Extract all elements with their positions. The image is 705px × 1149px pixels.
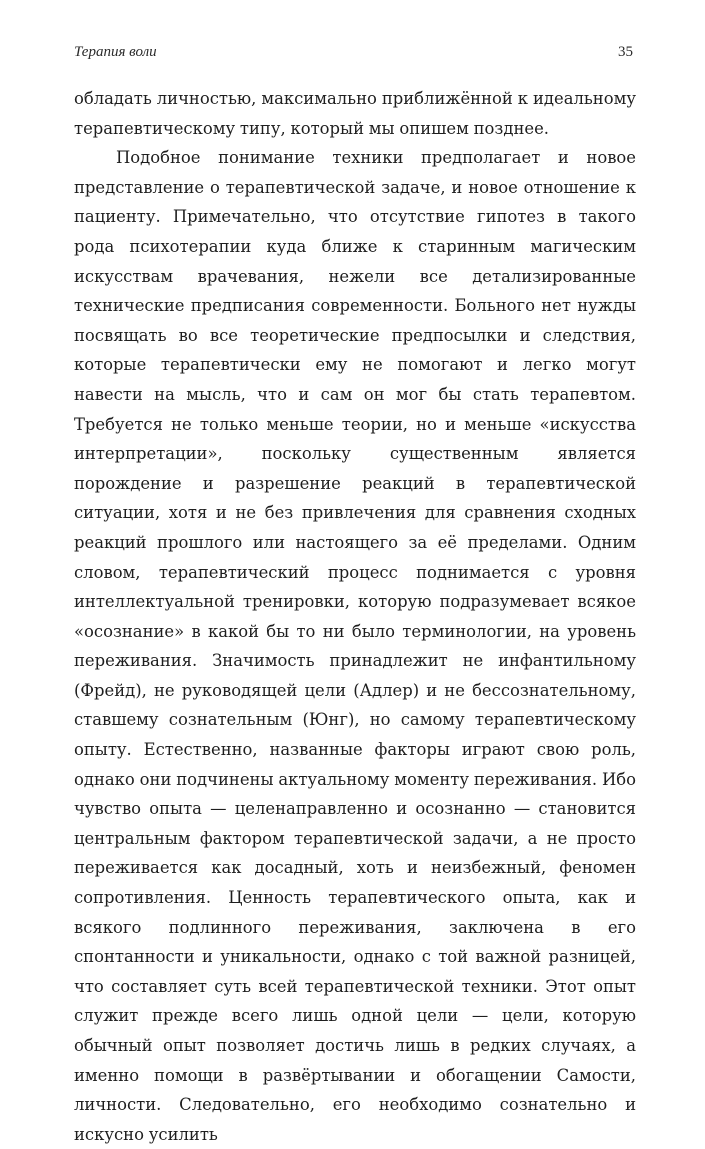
paragraph-continuation: обладать личностью, максимально приближённой к идеальному терапевтическому типу, который мы опишем позднее.	[74, 89, 636, 138]
paragraph-technique: Подобное понимание техники предполагает и новое представление о терапевтической задаче, и новое отношение к пациенту. Примечательно, что отсутствие гипотез в такого рода психотерапии куда ближе к старинным магическим искусствам врачевания, нежели все детализированные технические предписания современности. Больного нет нужды посвящать во все теоретические предпосылки и следствия, которые терапевтически ему не помогают и легко могут навести на мысль, что и сам он мог бы стать терапевтом. Требуется не только меньше теории, но и меньше «искусства интерпретации», поскольку существенным является порождение и разрешение реакций в терапевтической ситуации, хотя и не без привлечения для сравнения сходных реакций прошлого или настоящего за её пределами. Одним словом, терапевтический процесс поднимается с уровня интеллектуальной тренировки, которую подразумевает всякое «осознание» в какой бы то ни было терминологии, на уровень переживания. Значимость принадлежит не инфантильному (Фрейд), не руководящей цели (Адлер) и не бессознательному, ставшему сознательным (Юнг), но самому терапевтическому опыту. Естественно, названные факторы играют свою роль, однако они подчинены актуальному моменту переживания. Ибо чувство опыта — целенаправленно и осознанно — становится центральным фактором терапевтической задачи, а не просто переживается как досадный, хоть и неизбежный, феномен сопротивления. Ценность терапевтического опыта, как и всякого подлинного переживания, заключена в его спонтанности и уникальности, однако с той важной разницей, что составляет суть всей терапевтической техники. Этот опыт служит прежде всего лишь одной цели — цели, которую обычный опыт позволяет достичь лишь в редких случаях, а именно помощи в развёртывании и обогащении Самости, личности. Следовательно, его необходимо сознательно и искусно усилить	[74, 148, 636, 1144]
running-head-title: Терапия воли	[74, 44, 157, 60]
body-text	[74, 84, 636, 1149]
page-number: 35	[618, 44, 633, 60]
